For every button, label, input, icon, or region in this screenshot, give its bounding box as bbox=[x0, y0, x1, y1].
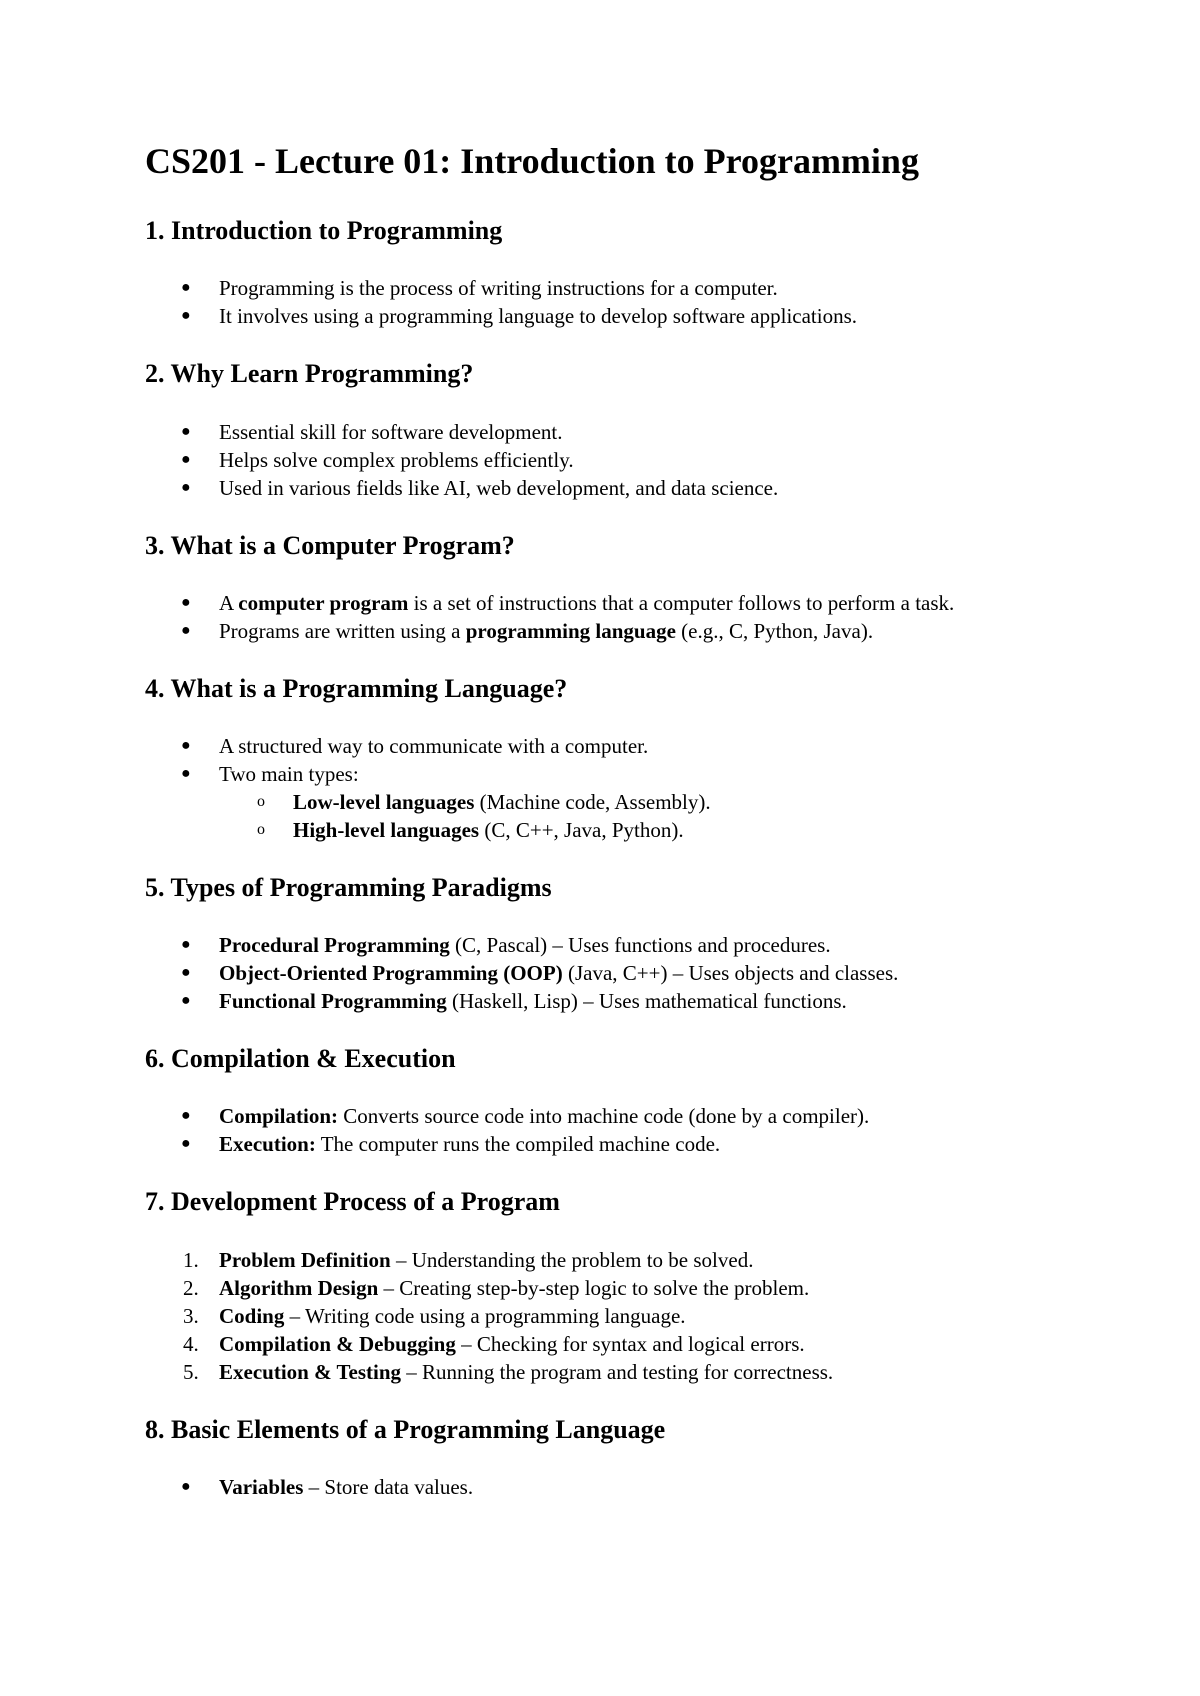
list-item bbox=[145, 474, 1045, 502]
list-item bbox=[145, 1358, 1045, 1386]
item-text-post: (C, C++, Java, Python). bbox=[479, 817, 684, 842]
section-introduction bbox=[145, 215, 1045, 330]
item-text-post: – Running the program and testing for correctness. bbox=[401, 1359, 834, 1384]
list-item bbox=[145, 931, 1045, 959]
bullet-icon: ● bbox=[181, 964, 191, 982]
item-text: Helps solve complex problems efficiently. bbox=[219, 447, 574, 472]
item-term: Execution: bbox=[219, 1132, 316, 1157]
list-item bbox=[145, 1246, 1045, 1274]
item-term: Object-Oriented Programming (OOP) bbox=[219, 961, 563, 986]
item-term: computer program bbox=[238, 590, 409, 615]
item-term: Problem Definition bbox=[219, 1247, 391, 1272]
item-term: Algorithm Design bbox=[219, 1275, 379, 1300]
bullet-list bbox=[145, 418, 1045, 502]
list-item bbox=[145, 732, 1045, 760]
item-text-post: (Java, C++) – Uses objects and classes. bbox=[562, 961, 899, 986]
bullet-icon: ● bbox=[181, 936, 191, 954]
list-item bbox=[145, 617, 1045, 645]
item-number: 4. bbox=[183, 1331, 199, 1356]
list-item bbox=[145, 1302, 1045, 1330]
item-term: Coding bbox=[219, 1303, 285, 1328]
list-item bbox=[145, 1102, 1045, 1130]
item-text-post: is a set of instructions that a computer follows to perform a task. bbox=[408, 590, 955, 615]
section-compilation bbox=[145, 1043, 1045, 1158]
section-heading: 8. Basic Elements of a Programming Language bbox=[145, 1414, 666, 1444]
item-term: Variables bbox=[219, 1474, 304, 1499]
item-text: A structured way to communicate with a computer. bbox=[219, 733, 649, 758]
bullet-icon: ● bbox=[181, 1477, 191, 1495]
item-term: Low-level languages bbox=[293, 789, 475, 814]
list-item bbox=[145, 959, 1045, 987]
list-item bbox=[145, 987, 1045, 1015]
list-item bbox=[145, 760, 1045, 844]
item-text-post: – Checking for syntax and logical errors. bbox=[455, 1331, 805, 1356]
item-text-post: – Writing code using a programming language. bbox=[284, 1303, 686, 1328]
sub-list-item bbox=[219, 788, 1045, 816]
bullet-list bbox=[145, 589, 1045, 645]
section-heading: 5. Types of Programming Paradigms bbox=[145, 872, 552, 902]
bullet-icon: ● bbox=[181, 593, 191, 611]
section-heading: 3. What is a Computer Program? bbox=[145, 530, 515, 560]
section-development-process bbox=[145, 1186, 1045, 1385]
section-paradigms bbox=[145, 872, 1045, 1015]
item-text-post: Converts source code into machine code (done by a compiler). bbox=[338, 1104, 870, 1129]
item-term: programming language bbox=[465, 618, 676, 643]
bullet-list bbox=[145, 274, 1045, 330]
bullet-icon: ● bbox=[181, 450, 191, 468]
section-heading: 4. What is a Programming Language? bbox=[145, 673, 568, 703]
list-item bbox=[145, 446, 1045, 474]
sub-list-item bbox=[219, 816, 1045, 844]
sub-bullet-list bbox=[219, 788, 1045, 844]
item-text-pre: Programs are written using a bbox=[219, 618, 466, 643]
item-text-post: (e.g., C, Python, Java). bbox=[675, 618, 874, 643]
list-item bbox=[145, 302, 1045, 330]
item-term: Compilation & Debugging bbox=[219, 1331, 456, 1356]
item-text-post: – Store data values. bbox=[303, 1474, 474, 1499]
list-item bbox=[145, 274, 1045, 302]
section-computer-program bbox=[145, 530, 1045, 645]
item-text: Two main types: bbox=[219, 761, 359, 786]
bullet-list bbox=[145, 1102, 1045, 1158]
item-text-post: – Creating step-by-step logic to solve the problem. bbox=[378, 1275, 810, 1300]
section-heading: 2. Why Learn Programming? bbox=[145, 359, 474, 389]
bullet-icon: ● bbox=[181, 1135, 191, 1153]
item-text-post: (Machine code, Assembly). bbox=[474, 789, 711, 814]
bullet-icon: ● bbox=[181, 422, 191, 440]
bullet-icon: ● bbox=[181, 478, 191, 496]
section-basic-elements bbox=[145, 1414, 1045, 1501]
section-heading: 1. Introduction to Programming bbox=[145, 216, 503, 246]
bullet-icon: ● bbox=[181, 279, 191, 297]
bullet-icon: ● bbox=[181, 764, 191, 782]
item-number: 2. bbox=[183, 1275, 199, 1300]
item-term: Functional Programming bbox=[219, 989, 447, 1014]
bullet-list bbox=[145, 931, 1045, 1015]
item-text-pre: A bbox=[219, 590, 239, 615]
item-number: 5. bbox=[183, 1359, 199, 1384]
item-term: Compilation: bbox=[219, 1104, 339, 1129]
list-item bbox=[145, 1473, 1045, 1501]
item-text-post: (Haskell, Lisp) – Uses mathematical functions. bbox=[446, 989, 847, 1014]
list-item bbox=[145, 1130, 1045, 1158]
item-text: Used in various fields like AI, web development, and data science. bbox=[219, 475, 779, 500]
list-item bbox=[145, 1274, 1045, 1302]
section-programming-language bbox=[145, 673, 1045, 844]
sub-bullet-icon: o bbox=[257, 820, 265, 838]
item-text-post: (C, Pascal) – Uses functions and procedures. bbox=[449, 933, 831, 958]
bullet-icon: ● bbox=[181, 621, 191, 639]
list-item bbox=[145, 418, 1045, 446]
bullet-list bbox=[145, 732, 1045, 844]
document-title: CS201 - Lecture 01: Introduction to Programming bbox=[145, 141, 919, 181]
item-text: It involves using a programming language to develop software applications. bbox=[219, 304, 858, 329]
section-heading: 6. Compilation & Execution bbox=[145, 1044, 456, 1074]
bullet-list bbox=[145, 1473, 1045, 1501]
numbered-list bbox=[145, 1246, 1045, 1386]
bullet-icon: ● bbox=[181, 736, 191, 754]
section-heading: 7. Development Process of a Program bbox=[145, 1187, 560, 1217]
section-why-learn bbox=[145, 358, 1045, 501]
item-text-post: The computer runs the compiled machine code. bbox=[315, 1132, 721, 1157]
item-number: 3. bbox=[183, 1303, 199, 1328]
list-item bbox=[145, 589, 1045, 617]
list-item bbox=[145, 1330, 1045, 1358]
item-text: Programming is the process of writing instructions for a computer. bbox=[219, 276, 778, 301]
item-number: 1. bbox=[183, 1247, 199, 1272]
sub-bullet-icon: o bbox=[257, 792, 265, 810]
bullet-icon: ● bbox=[181, 307, 191, 325]
bullet-icon: ● bbox=[181, 992, 191, 1010]
item-term: Execution & Testing bbox=[219, 1359, 402, 1384]
bullet-icon: ● bbox=[181, 1107, 191, 1125]
item-term: Procedural Programming bbox=[219, 933, 450, 958]
item-term: High-level languages bbox=[293, 817, 480, 842]
document-page bbox=[145, 140, 1045, 1529]
item-text: Essential skill for software development. bbox=[219, 419, 563, 444]
item-text-post: – Understanding the problem to be solved. bbox=[390, 1247, 754, 1272]
